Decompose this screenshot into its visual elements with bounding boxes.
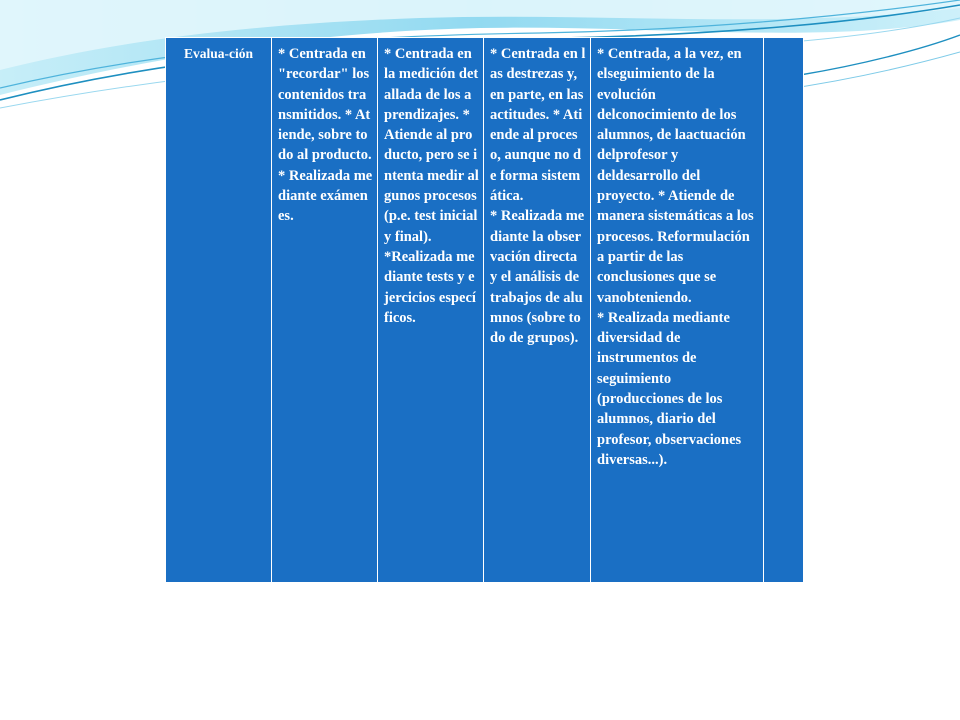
wave-line-5 (780, 52, 960, 90)
table-cell-2 (378, 38, 484, 583)
cell-text-4: * Centrada, a la vez, en elseguimiento de la evolución delconocimiento de los alumnos, de laactuación delprofesor y deldesarrollo del proyecto. * Atiende de manera sistemáticas a los procesos. Reformulación a partir de las conclusiones que se vanobteniendo. * Realizada mediante diversidad de instrumentos de seguimiento (producciones de los alumnos, diario del profesor, observaciones diversas...). (597, 46, 754, 468)
table-cell-1 (272, 38, 378, 583)
table-cell-3 (484, 38, 591, 583)
row-label-cell (166, 38, 272, 583)
wave-line-4 (800, 35, 960, 75)
table-cell-5 (764, 38, 804, 583)
table-cell-4 (591, 38, 764, 583)
row-label: Evalua-ción (183, 46, 253, 61)
evaluation-table (165, 37, 804, 583)
cell-text-1: * Centrada en "recordar" los contenidos transmitidos. * Atiende, sobre todo al producto. * Realizada mediante exámenes. (278, 46, 373, 225)
cell-text-2: * Centrada en la medición detallada de los aprendizajes. * Atiende al producto, pero se intenta medir algunos procesos (p.e. test inicial y final). *Realizada mediante tests y ejercicios específicos. (384, 46, 479, 326)
table-row (166, 38, 804, 583)
cell-text-3: * Centrada en las destrezas y, en parte, en las actitudes. * Atiende al proceso, aunque no de forma sistemática. * Realizada mediante la observación directa y el análisis de trabajos de alumnos (sobre todo de grupos). (490, 46, 586, 347)
